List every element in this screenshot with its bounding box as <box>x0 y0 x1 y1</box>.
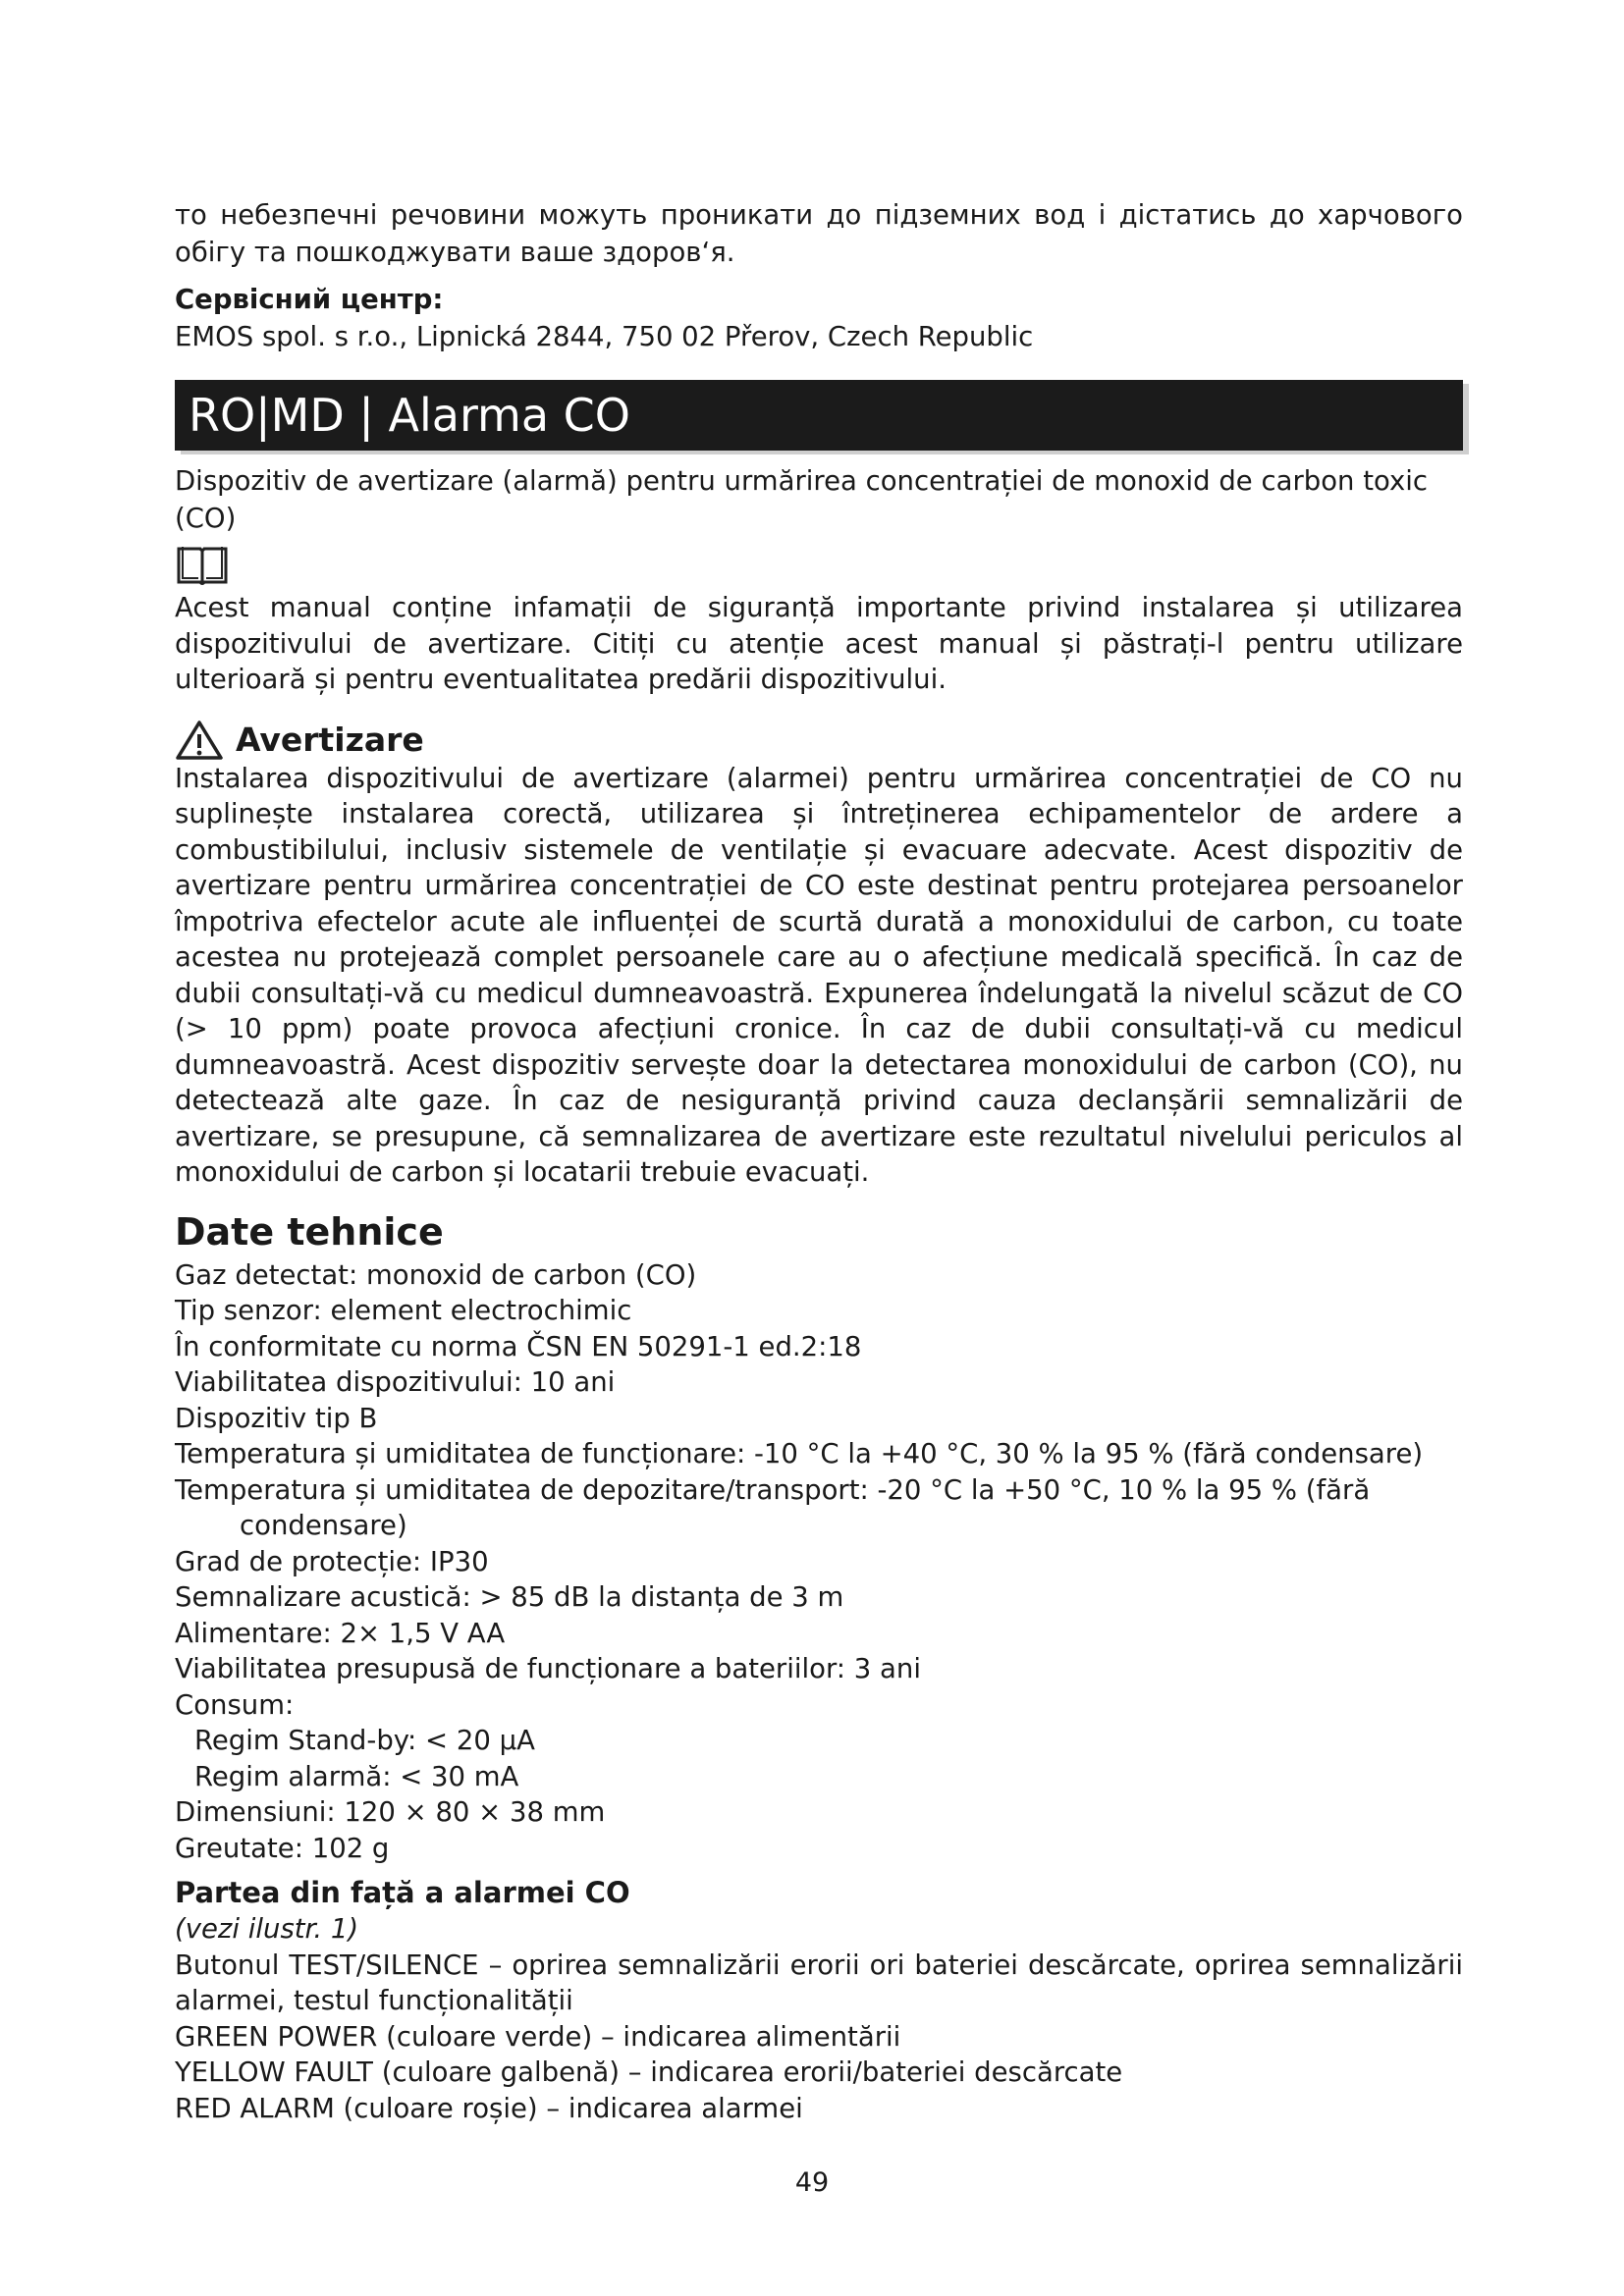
spec-line: Grad de protecție: IP30 <box>175 1545 489 1577</box>
service-address: EMOS spol. s r.o., Lipnická 2844, 750 02 Přerov, Czech Republic <box>175 321 1034 352</box>
spec-line: Viabilitatea presupusă de funcționare a bateriilor: 3 ani <box>175 1653 921 1684</box>
front-line: Butonul TEST/SILENCE – oprirea semnalizării erorii ori bateriei descărcate, oprirea semnalizării alarmei, testul funcționalității <box>175 1949 1463 2016</box>
warning-heading: Avertizare <box>236 720 424 759</box>
spec-line: Viabilitatea dispozitivului: 10 ani <box>175 1366 616 1398</box>
service-heading: Сервісний центр: <box>175 284 444 315</box>
tech-heading: Date tehnice <box>175 1209 444 1254</box>
intro-subtitle: Dispozitiv de avertizare (alarmă) pentru urmărirea concentrației de monoxid de carbon toxic (CO) <box>175 465 1428 534</box>
manual-notice: Acest manual conține infamații de siguranță importante privind instalarea și utilizarea dispozitivului de avertizare. Citiți cu atenție acest manual și păstrați-l pentru utilizare ulterioară și pentru eventualitatea predării dispozitivului. <box>175 592 1463 695</box>
manual-book-icon <box>175 543 230 588</box>
spec-line: Greutate: 102 g <box>175 1832 390 1864</box>
spec-line: În conformitate cu norma ČSN EN 50291-1 ed.2:18 <box>175 1330 862 1362</box>
document-page <box>175 196 1463 2126</box>
spec-line: Dimensiuni: 120 × 80 × 38 mm <box>175 1796 606 1828</box>
spec-line: Temperatura și umiditatea de depozitare/transport: -20 °C la +50 °C, 10 % la 95 % (fără condensare) <box>175 1473 1371 1541</box>
front-line: GREEN POWER (culoare verde) – indicarea alimentării <box>175 2020 901 2053</box>
spec-line: Alimentare: 2× 1,5 V AA <box>175 1617 506 1649</box>
tech-specs-list <box>175 1257 1463 1867</box>
warning-triangle-icon <box>175 720 224 761</box>
front-line: RED ALARM (culoare roșie) – indicarea alarmei <box>175 2092 803 2124</box>
spec-line: Temperatura și umiditatea de funcționare: -10 °C la +40 °C, 30 % la 95 % (fără condensare) <box>175 1438 1424 1469</box>
front-line: YELLOW FAULT (culoare galbenă) – indicarea erorii/bateriei descărcate <box>175 2056 1123 2088</box>
spec-line: Tip senzor: element electrochimic <box>175 1295 632 1326</box>
spec-line: Regim alarmă: < 30 mA <box>194 1760 519 1792</box>
spec-line: Semnalizare acustică: > 85 dB la distanța de 3 m <box>175 1581 844 1613</box>
spec-line: Consum: <box>175 1688 295 1721</box>
page-number: 49 <box>794 2167 830 2198</box>
spec-line: Gaz detectat: monoxid de carbon (CO) <box>175 1258 697 1291</box>
warning-text: Instalarea dispozitivului de avertizare (alarmei) pentru urmărirea concentrației de CO nu suplinește instalarea corectă, utilizarea și întreținerea echipamentelor de ardere a combustibilului, inclusiv sistemele de ventilație și evacuare adecvate. Acest dispozitiv de avertizare pentru urmărirea concentrației de CO este destinat pentru protejarea persoanelor împotriva efectelor acute ale influenței de scurtă durată a monoxidului de carbon, cu toate acestea nu protejează complet persoanele care au o afecțiune medicală specifică. În caz de dubii consultați-vă cu medicul dumneavoastră. Expunerea îndelungată la nivelul scăzut de CO (> 10 ppm) poate provoca afecțiuni cronice. În caz de dubii consultați-vă cu medicul dumneavoastră. Acest dispozitiv servește doar la detectarea monoxidului de carbon (CO), nu detectează alte gaze. În caz de nesiguranță privind cauza declanșării semnalizării de avertizare, se presupune, că semnalizarea de avertizare este rezultatul nivelului periculos al monoxidului de carbon și locatarii trebuie evacuați. <box>175 762 1463 1188</box>
spec-line: Dispozitiv tip B <box>175 1402 378 1434</box>
top-paragraph: то небезпечні речовини можуть проникати до підземних вод і дістатись до харчового обігу та пошкоджувати ваше здоров‘я. <box>175 199 1463 268</box>
front-ref: (vezi ilustr. 1) <box>175 1913 359 1945</box>
warning-header <box>175 720 1463 761</box>
section-banner: RO|MD | Alarma CO <box>175 380 1463 451</box>
spec-line: Regim Stand-by: < 20 µA <box>194 1725 535 1756</box>
front-heading: Partea din față a alarmei CO <box>175 1876 630 1909</box>
